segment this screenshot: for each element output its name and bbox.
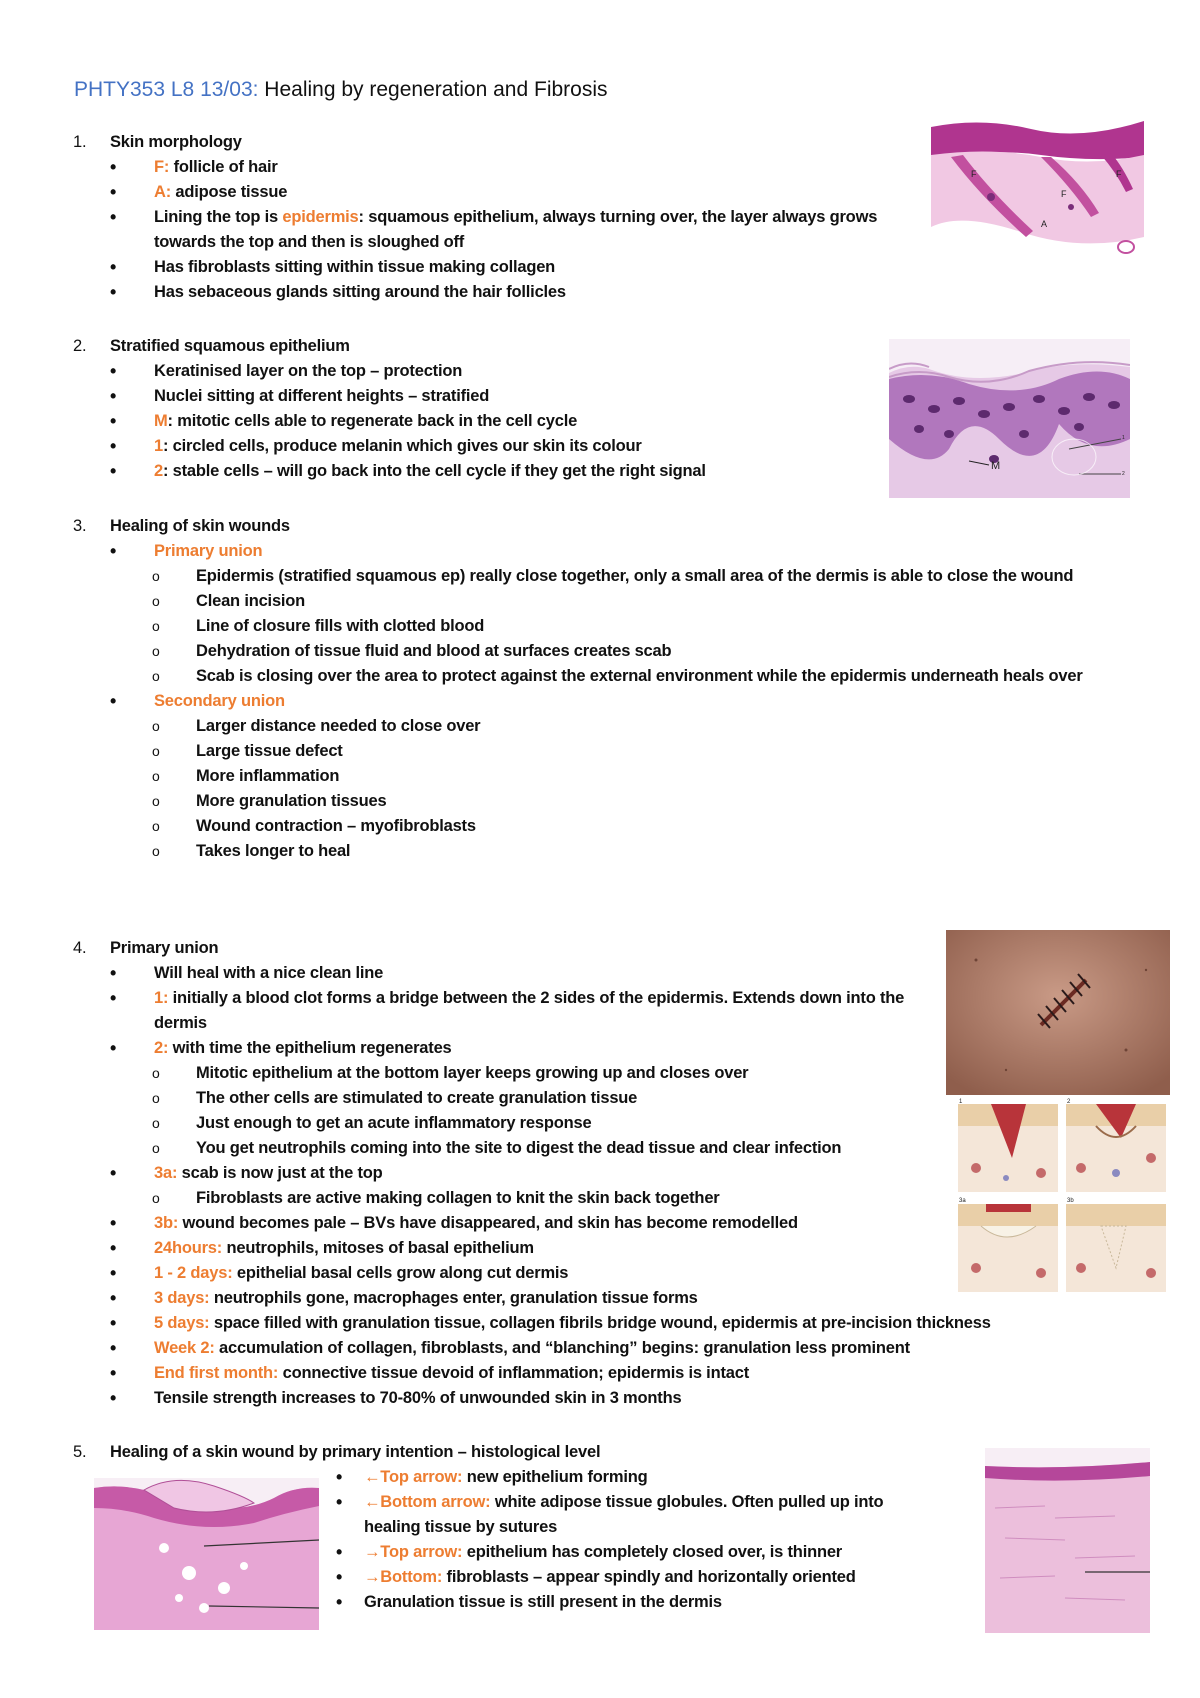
list-item: • 1: initially a blood clot forms a bridge between the 2 sides of the epidermis. Extends down into the dermis bbox=[74, 986, 914, 1036]
list-item: • A: adipose tissue bbox=[74, 180, 914, 205]
image-label: F bbox=[1116, 169, 1122, 179]
image-label: A bbox=[1041, 219, 1048, 229]
sub-item: o Just enough to get an acute inflammatory response bbox=[74, 1111, 954, 1136]
list-item: • Nuclei sitting at different heights – stratified bbox=[74, 384, 914, 409]
list-item: • 24hours: neutrophils, mitoses of basal epithelium bbox=[74, 1236, 1154, 1261]
sub-item: o Larger distance needed to close over bbox=[74, 714, 1154, 739]
sub-item: o Line of closure fills with clotted blood bbox=[74, 614, 1154, 639]
image-label: F bbox=[971, 169, 977, 179]
sub-item: o Scab is closing over the area to protect against the external environment while the epidermis underneath heals over bbox=[74, 664, 1154, 689]
image-label: M bbox=[991, 460, 1001, 472]
list-item: • →Bottom: fibroblasts – appear spindly and horizontally oriented bbox=[300, 1565, 936, 1590]
list-item: • 3a: scab is now just at the top bbox=[74, 1161, 1154, 1186]
list-item: • Week 2: accumulation of collagen, fibroblasts, and “blanching” begins: granulation less prominent bbox=[74, 1336, 1154, 1361]
section-stratified-squamous bbox=[74, 334, 914, 484]
list-item: • Will heal with a nice clean line bbox=[74, 961, 914, 986]
epithelium-histology-image bbox=[889, 339, 1130, 498]
sub-item: o Mitotic epithelium at the bottom layer keeps growing up and closes over bbox=[74, 1061, 954, 1086]
section-heading: 1. Skin morphology bbox=[73, 133, 242, 151]
section-heading: 3. Healing of skin wounds bbox=[73, 517, 290, 535]
list-item: • 3b: wound becomes pale – BVs have disappeared, and skin has become remodelled bbox=[74, 1211, 1154, 1236]
list-item: • Has fibroblasts sitting within tissue making collagen bbox=[74, 255, 914, 280]
list-item: • 1: circled cells, produce melanin which gives our skin its colour bbox=[74, 434, 914, 459]
diagram-label: 3a bbox=[959, 1198, 966, 1204]
late-wound-histology bbox=[985, 1448, 1150, 1633]
bullet-list bbox=[74, 359, 914, 484]
sub-item: o Large tissue defect bbox=[74, 739, 1154, 764]
list-item: • Has sebaceous glands sitting around the hair follicles bbox=[74, 280, 914, 305]
list-item: • ←Top arrow: new epithelium forming bbox=[300, 1465, 936, 1490]
bullet-list bbox=[74, 155, 914, 305]
section-histological-healing bbox=[74, 1440, 974, 1465]
diagram-label: 2 bbox=[1067, 1099, 1071, 1105]
list-item: • End first month: connective tissue devoid of inflammation; epidermis is intact bbox=[74, 1361, 1154, 1386]
list-item: • Tensile strength increases to 70-80% of unwounded skin in 3 months bbox=[74, 1386, 1154, 1411]
diagram-label: 1 bbox=[959, 1099, 963, 1105]
list-item: • 2: with time the epithelium regenerates bbox=[74, 1036, 914, 1061]
wound-healing-diagram bbox=[956, 1098, 1170, 1298]
sub-list bbox=[74, 1061, 954, 1161]
sub-item: o Fibroblasts are active making collagen to knit the skin back together bbox=[74, 1186, 1154, 1211]
section-heading: 2. Stratified squamous epithelium bbox=[73, 337, 350, 355]
list-item: • 1 - 2 days: epithelial basal cells grow along cut dermis bbox=[74, 1261, 1154, 1286]
list-item: • F: follicle of hair bbox=[74, 155, 914, 180]
sub-list bbox=[74, 564, 1154, 689]
sub-item: o You get neutrophils coming into the site to digest the dead tissue and clear infection bbox=[74, 1136, 954, 1161]
diagram-label: 3b bbox=[1067, 1198, 1074, 1204]
sub-item: o Epidermis (stratified squamous ep) really close together, only a small area of the dermis is able to close the wound bbox=[74, 564, 1154, 589]
list-item: • Keratinised layer on the top – protection bbox=[74, 359, 914, 384]
early-wound-histology bbox=[94, 1478, 319, 1630]
list-item: • →Top arrow: epithelium has completely closed over, is thinner bbox=[300, 1540, 936, 1565]
course-code: PHTY353 L8 13/03: bbox=[74, 78, 259, 101]
list-item: • 2: stable cells – will go back into the cell cycle if they get the right signal bbox=[74, 459, 914, 484]
bullet-list bbox=[300, 1465, 936, 1615]
list-item: • Primary union bbox=[74, 539, 1154, 564]
sub-item: o The other cells are stimulated to create granulation tissue bbox=[74, 1086, 954, 1111]
section-skin-morphology bbox=[74, 130, 914, 305]
sub-item: o More inflammation bbox=[74, 764, 1154, 789]
sub-item: o Takes longer to heal bbox=[74, 839, 1154, 864]
bullet-list bbox=[74, 689, 1154, 714]
title-text: Healing by regeneration and Fibrosis bbox=[258, 78, 608, 101]
sub-item: o More granulation tissues bbox=[74, 789, 1154, 814]
list-item: • 3 days: neutrophils gone, macrophages enter, granulation tissue forms bbox=[74, 1286, 1154, 1311]
list-item: • Granulation tissue is still present in the dermis bbox=[300, 1590, 936, 1615]
section-heading: 4. Primary union bbox=[73, 939, 219, 957]
list-item: • M: mitotic cells able to regenerate back in the cell cycle bbox=[74, 409, 914, 434]
list-item: • Lining the top is epidermis: squamous epithelium, always turning over, the layer always grows towards the top and then is sloughed off bbox=[74, 205, 914, 255]
histology-notes bbox=[336, 1465, 936, 1615]
bullet-list bbox=[74, 961, 914, 1061]
sutured-wound-photo bbox=[946, 930, 1170, 1095]
sub-list bbox=[74, 714, 1154, 864]
sub-item: o Clean incision bbox=[74, 589, 1154, 614]
list-item: • ←Bottom arrow: white adipose tissue globules. Often pulled up into healing tissue by sutures bbox=[300, 1490, 936, 1540]
image-label: 2 bbox=[1122, 471, 1125, 477]
sub-item: o Wound contraction – myofibroblasts bbox=[74, 814, 1154, 839]
image-label: F bbox=[1061, 189, 1067, 199]
list-item: • 5 days: space filled with granulation tissue, collagen fibrils bridge wound, epidermis at pre-incision thickness bbox=[74, 1311, 1154, 1336]
sub-item: o Dehydration of tissue fluid and blood at surfaces creates scab bbox=[74, 639, 1154, 664]
page-title bbox=[74, 78, 608, 102]
skin-histology-image bbox=[931, 117, 1144, 270]
bullet-list bbox=[74, 539, 1154, 564]
section-heading: 5. Healing of a skin wound by primary intention – histological level bbox=[73, 1443, 601, 1461]
section-healing-skin-wounds bbox=[74, 514, 1154, 864]
list-item: • Secondary union bbox=[74, 689, 1154, 714]
image-label: 1 bbox=[1122, 435, 1125, 441]
